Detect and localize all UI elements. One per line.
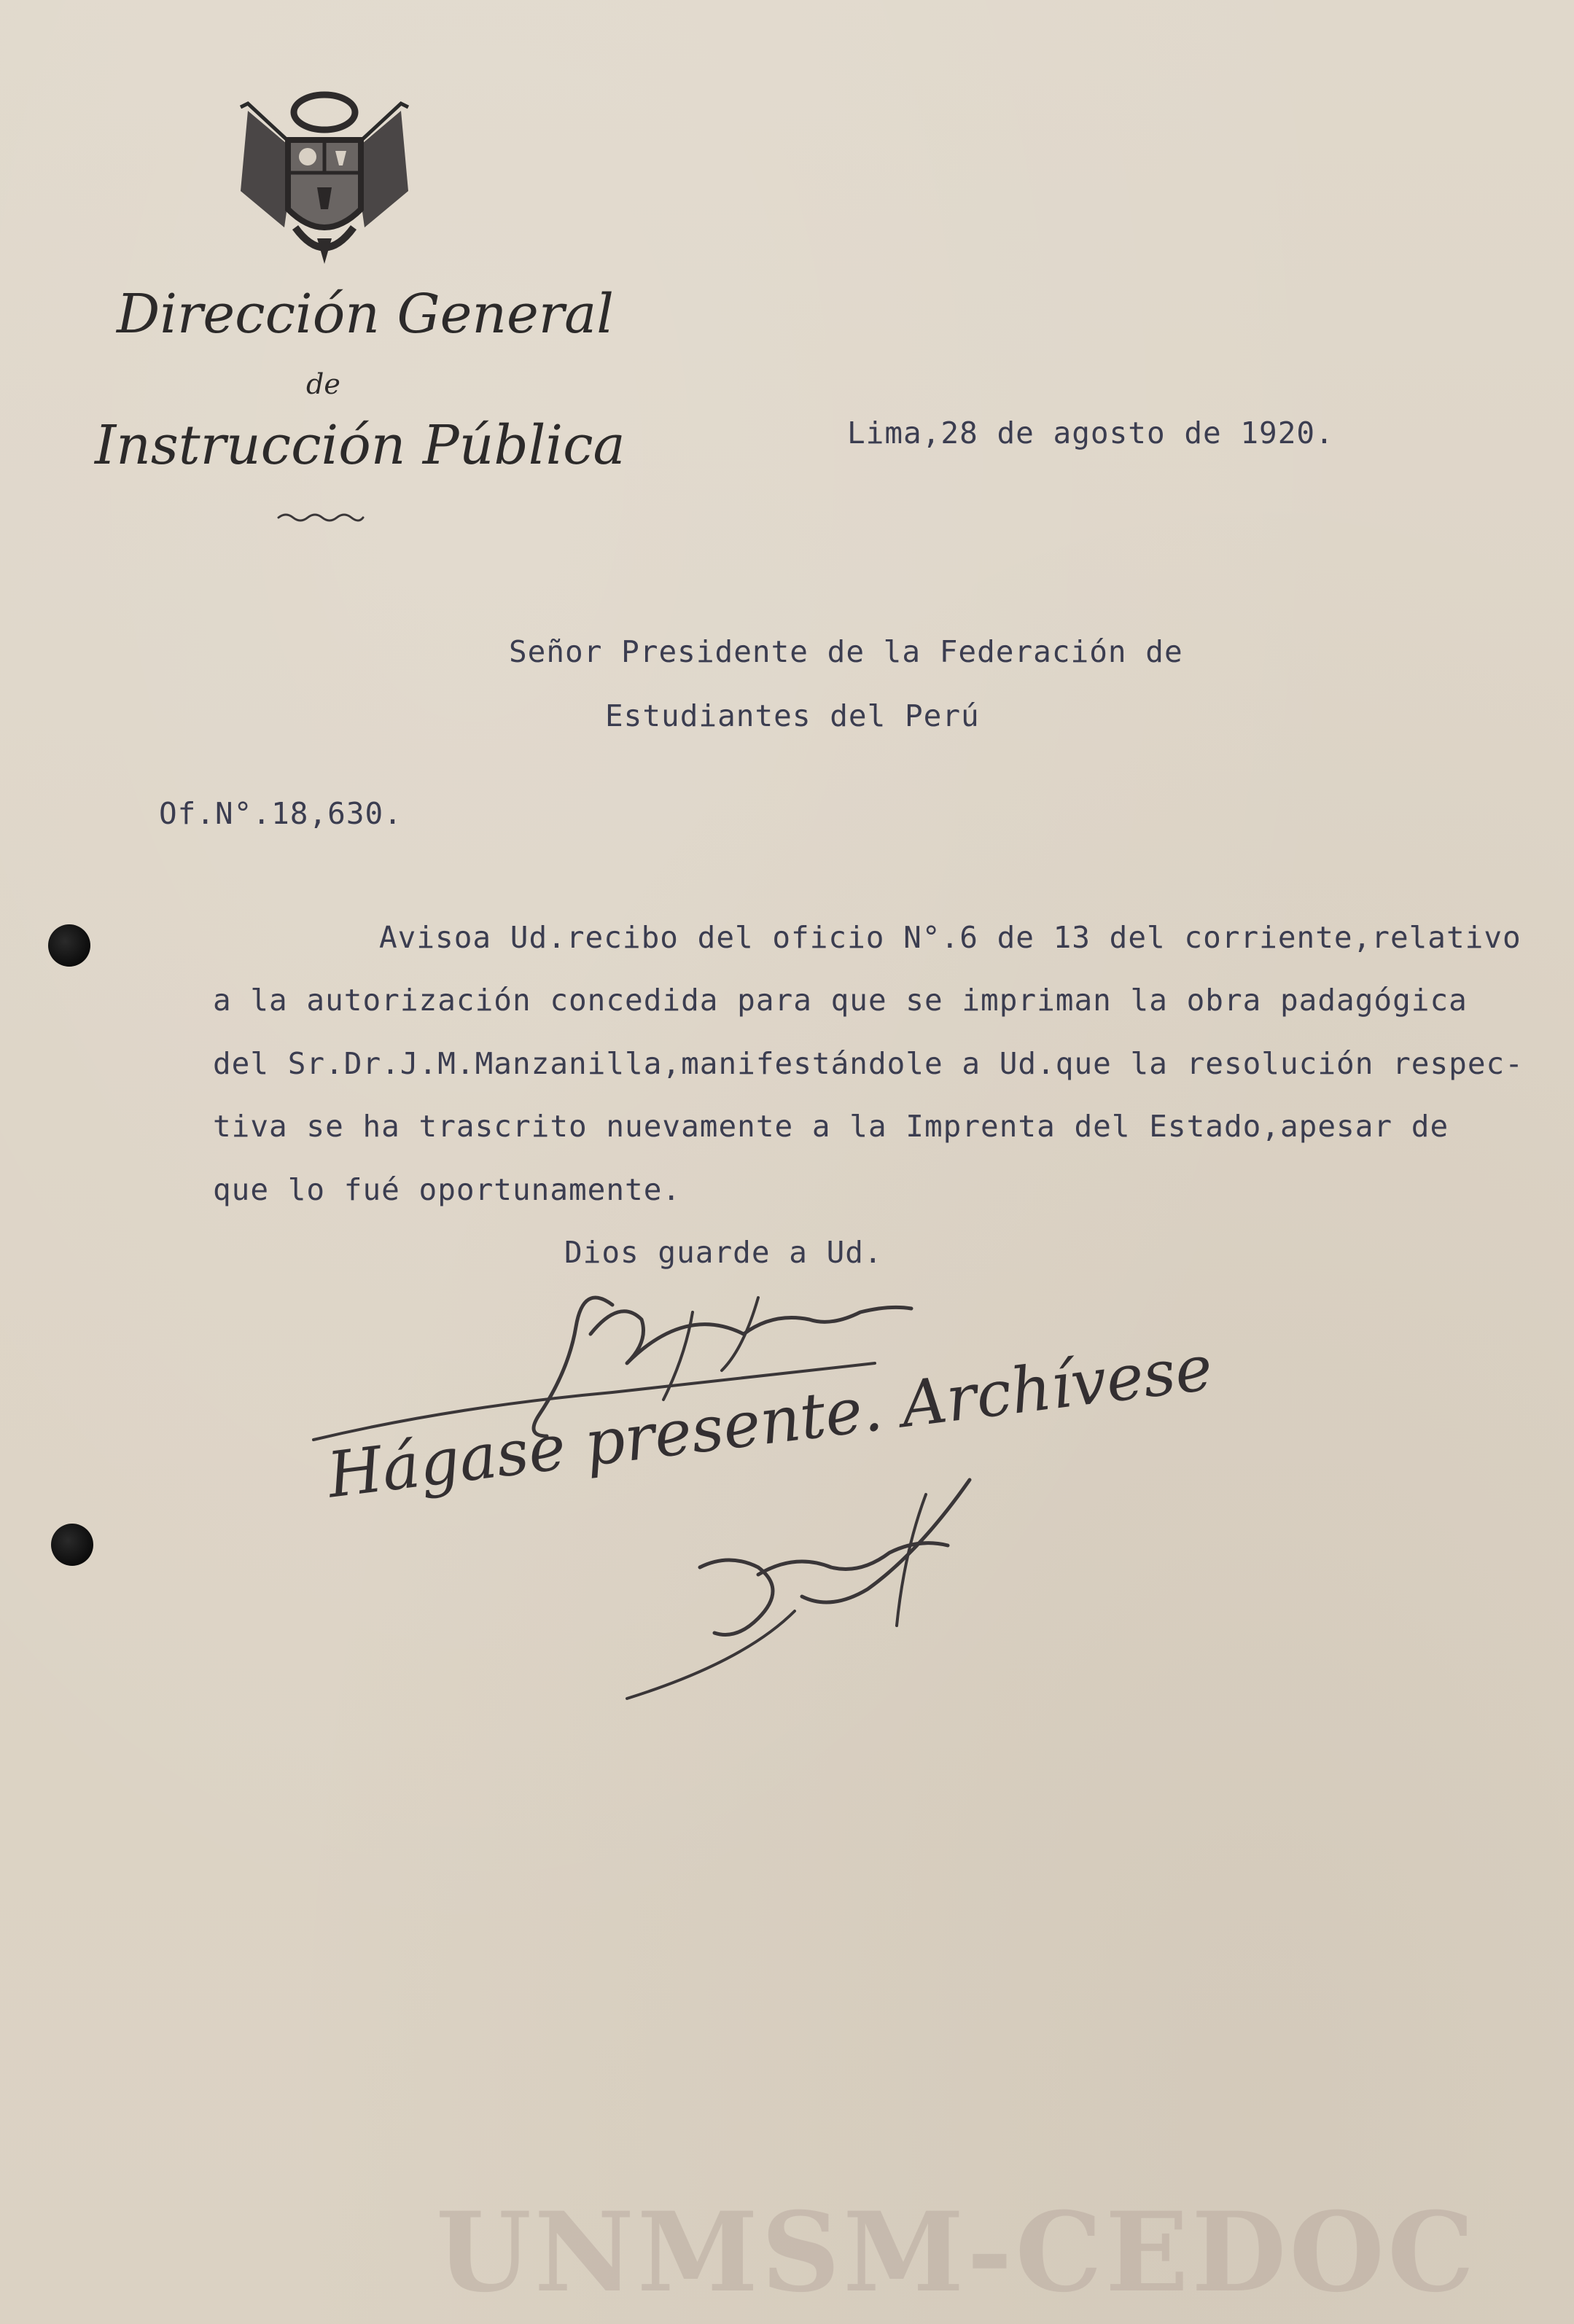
body-line-5: que lo fué oportunamente. <box>213 1172 682 1207</box>
punch-hole-bottom <box>51 1524 93 1566</box>
closing-line: Dios guarde a Ud. <box>564 1235 883 1270</box>
rubric-signature <box>612 1465 1050 1706</box>
punch-hole-top <box>48 924 90 967</box>
letterhead-title-line3: Instrucción Pública <box>95 414 626 477</box>
letterhead-flourish <box>277 510 365 525</box>
handwritten-annotation: Hágase presente. Archívese <box>323 1331 1217 1513</box>
letterhead-title-line2: de <box>306 368 340 400</box>
addressee-line1: Señor Presidente de la Federación de <box>509 634 1183 669</box>
archive-watermark: UNMSM-CEDOC <box>436 2188 1478 2317</box>
body-line-1: Avisoa Ud.recibo del oficio N°.6 de 13 del corriente,relativo <box>379 920 1522 955</box>
body-line-3: del Sr.Dr.J.M.Manzanilla,manifestándole a Ud.que la resolución respec- <box>213 1046 1524 1081</box>
addressee-line2: Estudiantes del Perú <box>605 698 980 733</box>
date-line: Lima,28 de agosto de 1920. <box>847 416 1334 451</box>
letterhead-title-line1: Dirección General <box>117 283 614 346</box>
coat-of-arms-emblem <box>226 82 423 271</box>
reference-number: Of.N°.18,630. <box>159 796 402 831</box>
body-line-2: a la autorización concedida para que se impriman la obra padagógica <box>213 983 1468 1018</box>
body-line-4: tiva se ha trascrito nuevamente a la Imprenta del Estado,apesar de <box>213 1109 1449 1144</box>
